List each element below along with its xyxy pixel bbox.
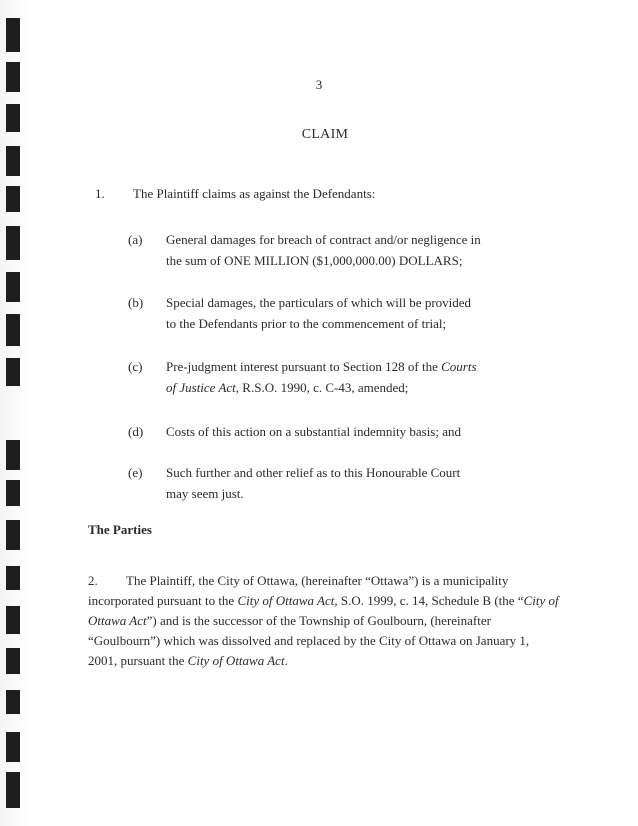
list-item-text xyxy=(166,421,491,442)
paragraph-line xyxy=(88,591,561,611)
paragraph-text: The Plaintiff, the City of Ottawa, (hereinafter “Ottawa”) is a municipality xyxy=(126,573,509,588)
paragraph-number: 2. xyxy=(88,573,98,588)
list-item-text xyxy=(166,229,491,271)
binding-hole-mark xyxy=(6,732,20,762)
statute-name: Ottawa Act xyxy=(88,613,147,628)
section-heading: The Parties xyxy=(88,522,152,537)
binding-hole-mark xyxy=(6,18,20,52)
statute-name: City of Ottawa Act xyxy=(237,593,335,608)
paragraph-text: The Plaintiff claims as against the Defendants: xyxy=(133,186,376,201)
list-item-letter: (b) xyxy=(128,295,144,310)
list-item-line: may seem just. xyxy=(166,486,244,501)
list-item-letter: (a) xyxy=(128,232,143,247)
list-item-line: General damages for breach of contract and/or negligence in xyxy=(166,232,481,247)
list-item-text xyxy=(166,292,491,334)
list-item-line: Such further and other relief as to this Honourable Court xyxy=(166,465,461,480)
paragraph-text: . xyxy=(284,653,288,668)
list-item-line-text: , R.S.O. 1990, c. C-43, amended; xyxy=(235,380,409,395)
list-item-letter: (c) xyxy=(128,359,143,374)
paragraph-text: ”) and is the successor of the Township of Goulbourn, (hereinafter xyxy=(146,613,491,628)
binding-hole-mark xyxy=(6,272,20,302)
list-item-line xyxy=(166,377,491,398)
paragraph-line xyxy=(88,611,561,631)
statute-name: Courts xyxy=(441,359,477,374)
list-item-line: Special damages, the particulars of which will be provided xyxy=(166,295,472,310)
paragraph-line xyxy=(88,571,561,591)
paragraph-number: 1. xyxy=(95,186,105,201)
binding-hole-mark xyxy=(6,358,20,386)
binding-hole-mark xyxy=(6,690,20,714)
paragraph-text: , S.O. 1999, c. 14, Schedule B (the “ xyxy=(334,593,524,608)
binding-hole-mark xyxy=(6,648,20,674)
paragraph-line: “Goulbourn”) which was dissolved and replaced by the City of Ottawa on January 1, xyxy=(88,633,530,648)
binding-hole-mark xyxy=(6,566,20,590)
list-item-line-text: Pre-judgment interest pursuant to Section 128 of the xyxy=(166,359,442,374)
paragraph xyxy=(88,571,561,671)
statute-name: City of xyxy=(523,593,559,608)
list-item-letter: (e) xyxy=(128,465,143,480)
list-item-line xyxy=(166,356,491,377)
binding-hole-mark xyxy=(6,186,20,212)
page-number: 3 xyxy=(315,77,323,92)
binding-hole-mark xyxy=(6,314,20,346)
binding-hole-mark xyxy=(6,606,20,634)
paragraph-text: 2001, pursuant the xyxy=(88,653,188,668)
binding-hole-mark xyxy=(6,440,20,470)
binding-hole-mark xyxy=(6,772,20,808)
list-item-letter: (d) xyxy=(128,424,144,439)
list-item-line: the sum of ONE MILLION ($1,000,000.00) DOLLARS; xyxy=(166,253,463,268)
list-item-line: Costs of this action on a substantial indemnity basis; and xyxy=(166,424,462,439)
binding-hole-mark xyxy=(6,520,20,550)
paragraph-text: incorporated pursuant to the xyxy=(88,593,238,608)
binding-hole-mark xyxy=(6,226,20,260)
list-item-text xyxy=(166,356,491,398)
list-item-line: to the Defendants prior to the commencement of trial; xyxy=(166,316,447,331)
page-title: CLAIM xyxy=(301,127,349,142)
binding-hole-mark xyxy=(6,480,20,506)
statute-name: City of Ottawa Act xyxy=(187,653,285,668)
statute-name: of Justice Act xyxy=(166,380,236,395)
list-item-text xyxy=(166,462,491,504)
binding-hole-mark xyxy=(6,146,20,176)
paragraph-line xyxy=(88,651,561,671)
